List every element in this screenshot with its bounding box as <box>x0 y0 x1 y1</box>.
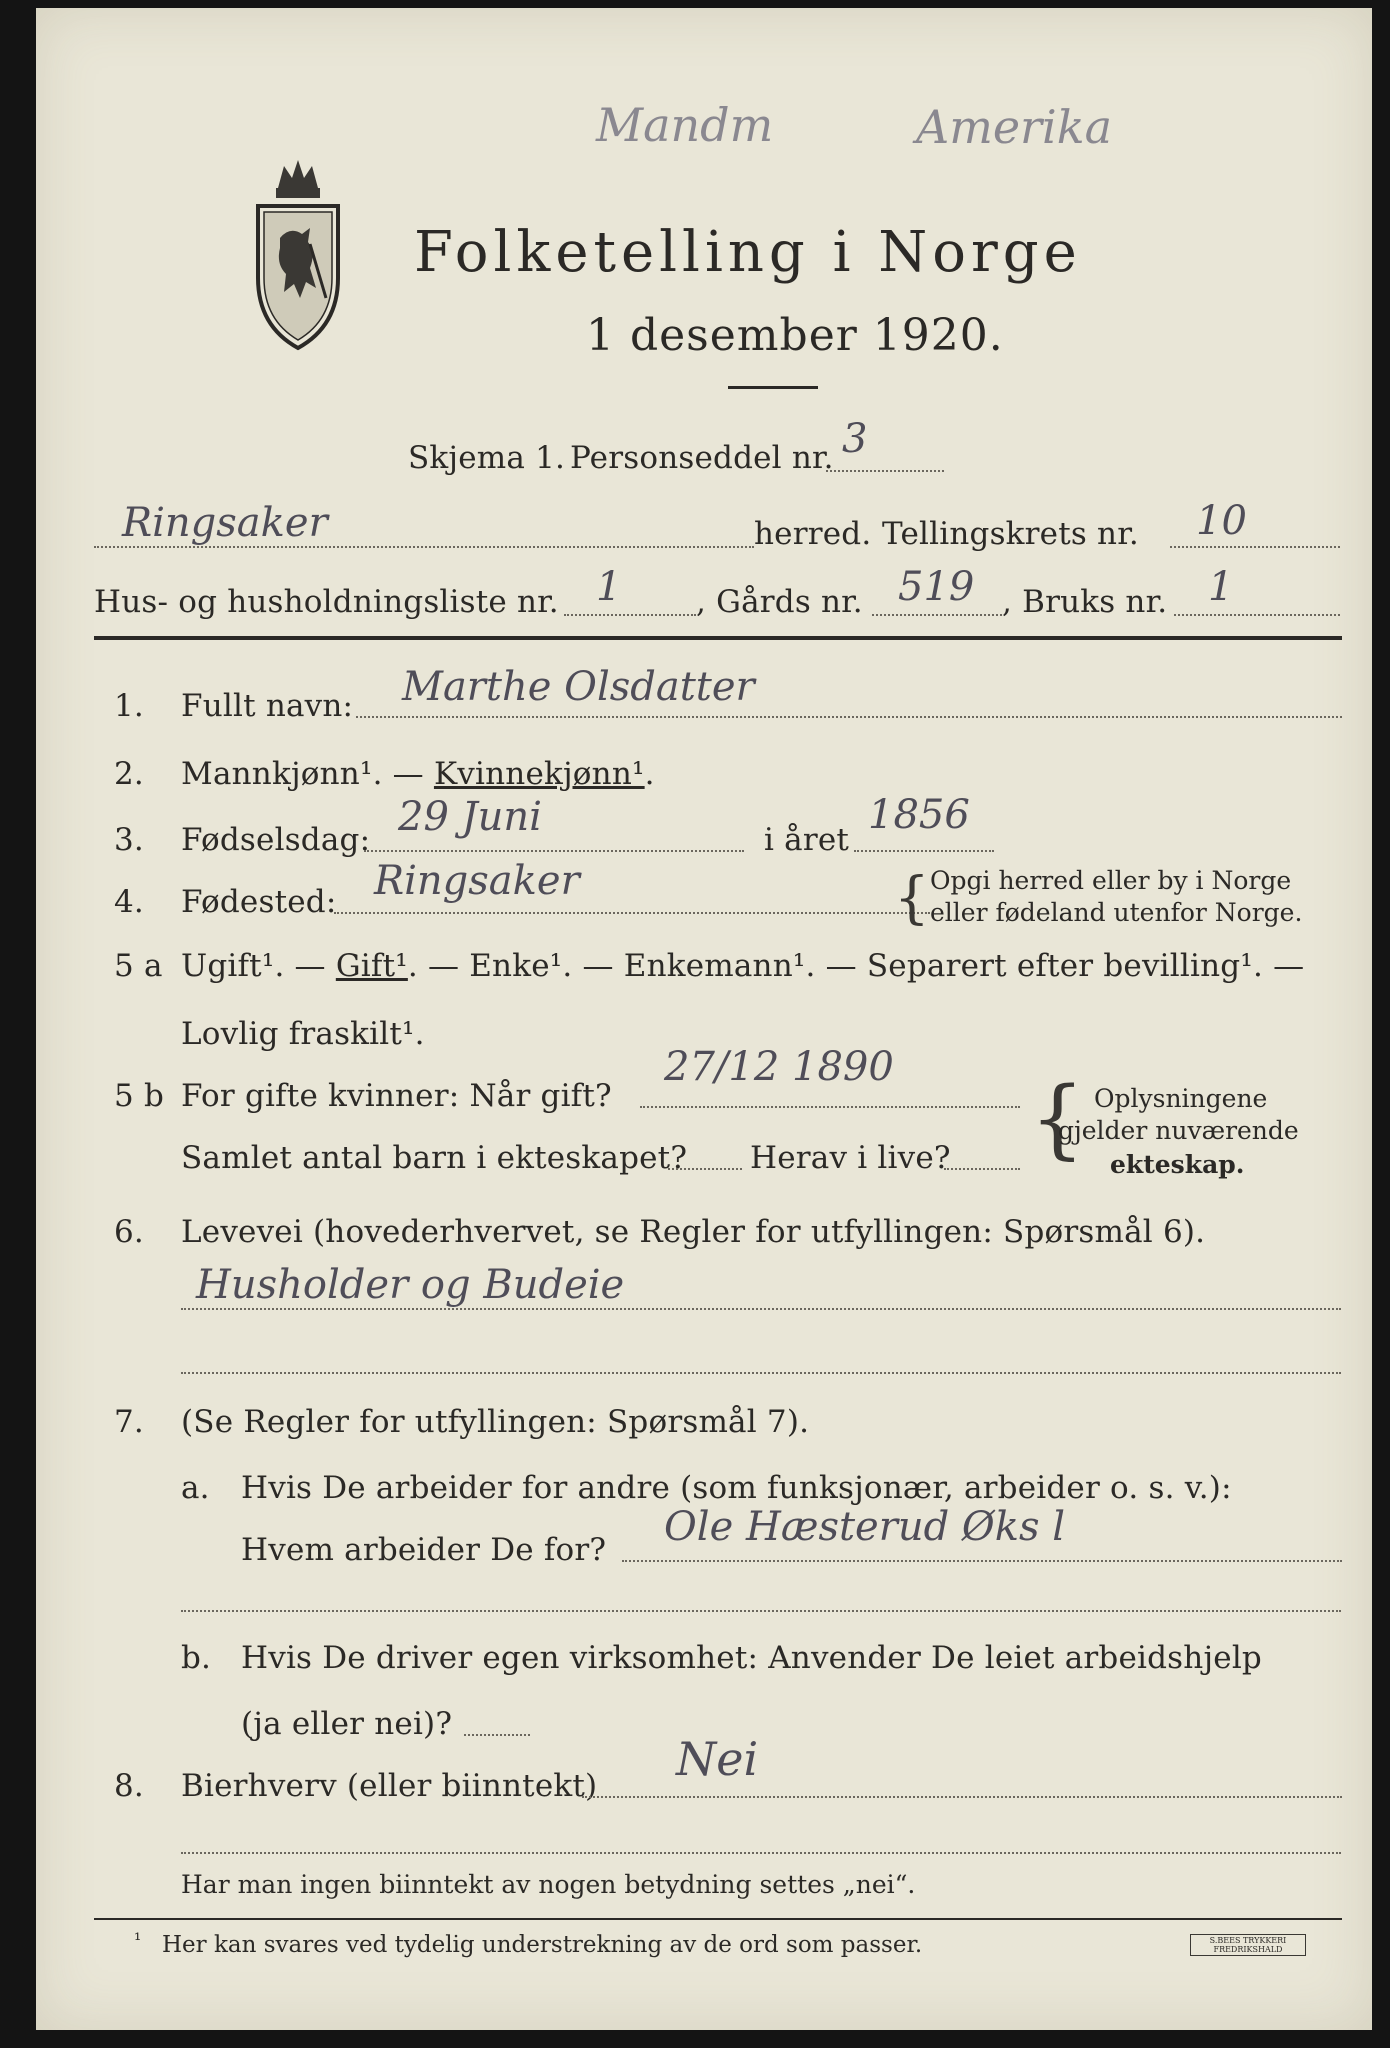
q6-line-1 <box>181 1308 1341 1310</box>
q5a-text: Ugift¹. — Gift¹. — Enke¹. — Enkemann¹. — Separert efter bevilling¹. — <box>181 948 1305 984</box>
q3-year-value: 1856 <box>868 792 970 838</box>
q5b-line-1 <box>640 1106 1020 1108</box>
q7-number: 7. <box>114 1404 144 1440</box>
form-title: Folketelling i Norge <box>414 220 1082 285</box>
q1-line <box>356 716 1342 718</box>
herred-line <box>94 546 754 548</box>
q7b-answer-line <box>464 1734 530 1736</box>
q4-note-2: eller fødeland utenfor Norge. <box>930 898 1303 927</box>
q7a-value: Ole Hæsterud Øks l <box>664 1504 1065 1550</box>
q7a-line-1: Hvis De arbeider for andre (som funksjonær, arbeider o. s. v.): <box>241 1470 1232 1506</box>
q6-value: Husholder og Budeie <box>196 1262 625 1308</box>
form-date: 1 desember 1920. <box>586 310 1004 361</box>
q3-number: 3. <box>114 822 144 858</box>
q5a-line2: Lovlig fraskilt¹. <box>181 1016 425 1052</box>
hus-label: Hus- og husholdningsliste nr. <box>94 584 559 620</box>
q6-line-2 <box>181 1372 1341 1374</box>
q8-extra-line <box>181 1852 1341 1854</box>
q5b-label-1: For gifte kvinner: Når gift? <box>181 1078 612 1114</box>
tellingskrets-label: Tellingskrets nr. <box>882 516 1139 552</box>
annotation-right: Amerika <box>916 100 1113 154</box>
q7b-line-1: Hvis De driver egen virksomhet: Anvender De leiet arbeidshjelp <box>241 1640 1262 1676</box>
q4-label: Fødested: <box>181 884 337 920</box>
q4-number: 4. <box>114 884 144 920</box>
personseddel-value: 3 <box>842 416 868 462</box>
q8-line <box>582 1796 1342 1798</box>
q7a-line-2: Hvem arbeider De for? <box>241 1532 607 1568</box>
q5b-value-1: 27/12 1890 <box>664 1044 894 1090</box>
herred-label: herred. <box>754 516 872 552</box>
hus-value: 1 <box>596 564 622 610</box>
q5b-line-2 <box>668 1168 742 1170</box>
bruks-line <box>1174 614 1340 616</box>
q4-line <box>334 912 930 914</box>
q5b-note-1: Oplysningene <box>1094 1084 1268 1113</box>
q7a-letter: a. <box>181 1470 210 1506</box>
header-rule <box>94 636 1342 640</box>
q5b-number: 5 b <box>114 1078 165 1114</box>
personseddel-label: Personseddel nr. <box>570 440 834 476</box>
q7-label: (Se Regler for utfyllingen: Spørsmål 7). <box>181 1404 810 1440</box>
q3-year-line <box>854 850 994 852</box>
footnote-mark: ¹ <box>134 1930 142 1951</box>
q7a-answer-line <box>622 1560 1342 1562</box>
q5b-label-2: Samlet antal barn i ekteskapet? <box>181 1140 688 1176</box>
q8-number: 8. <box>114 1768 144 1804</box>
q1-number: 1. <box>114 688 144 724</box>
q3-label: Fødselsdag: <box>181 822 371 858</box>
q7b-letter: b. <box>181 1640 212 1676</box>
q5b-brace: { <box>1030 1069 1085 1169</box>
footer-note: Har man ingen biinntekt av nogen betydning settes „nei“. <box>181 1870 916 1899</box>
footer-rule <box>94 1918 1342 1920</box>
q4-brace: { <box>894 866 930 931</box>
footnote-text: Her kan svares ved tydelig understrekning av de ord som passer. <box>162 1932 923 1958</box>
q6-number: 6. <box>114 1214 144 1250</box>
q8-value: Nei <box>676 1732 759 1786</box>
gards-value: 519 <box>898 564 975 610</box>
herred-value: Ringsaker <box>122 500 328 546</box>
printer-stamp: S.BEES TRYKKERI FREDRIKSHALD <box>1190 1934 1306 1956</box>
q2-number: 2. <box>114 756 144 792</box>
gards-line <box>872 614 1002 616</box>
q3-value: 29 Juni <box>398 794 542 840</box>
bruks-label: , Bruks nr. <box>1002 584 1168 620</box>
census-form <box>36 8 1372 2030</box>
q6-label: Levevei (hovederhvervet, se Regler for utfyllingen: Spørsmål 6). <box>181 1214 1206 1250</box>
q4-value: Ringsaker <box>374 858 580 904</box>
q5b-note-3: ekteskap. <box>1110 1150 1245 1179</box>
q5b-note-2: gjelder nuværende <box>1058 1116 1299 1145</box>
q7a-extra-line <box>181 1610 1341 1612</box>
q2-text: Mannkjønn¹. — Kvinnekjønn¹. <box>181 756 655 792</box>
hus-line <box>564 614 696 616</box>
q7b-line-2: (ja eller nei)? <box>241 1706 453 1742</box>
q1-value: Marthe Olsdatter <box>402 664 755 710</box>
q1-label: Fullt navn: <box>181 688 354 724</box>
q8-label: Bierhverv (eller biinntekt) <box>181 1768 598 1804</box>
tellingskrets-value: 10 <box>1196 498 1247 544</box>
q4-note-1: Opgi herred eller by i Norge <box>930 866 1292 895</box>
tellingskrets-line <box>1170 546 1340 548</box>
q5a-number: 5 a <box>114 948 163 984</box>
gards-label: , Gårds nr. <box>696 584 863 620</box>
annotation-left: Mandm <box>596 98 774 152</box>
q3-line <box>364 850 744 852</box>
title-divider <box>728 386 818 389</box>
personseddel-line <box>826 470 944 472</box>
bruks-value: 1 <box>1208 564 1234 610</box>
schema-label: Skjema 1. <box>408 440 566 476</box>
coat-of-arms-icon <box>250 148 346 358</box>
q5b-label-3: Herav i live? <box>750 1140 951 1176</box>
q5b-line-3 <box>944 1168 1020 1170</box>
q3-year-label: i året <box>764 822 850 858</box>
